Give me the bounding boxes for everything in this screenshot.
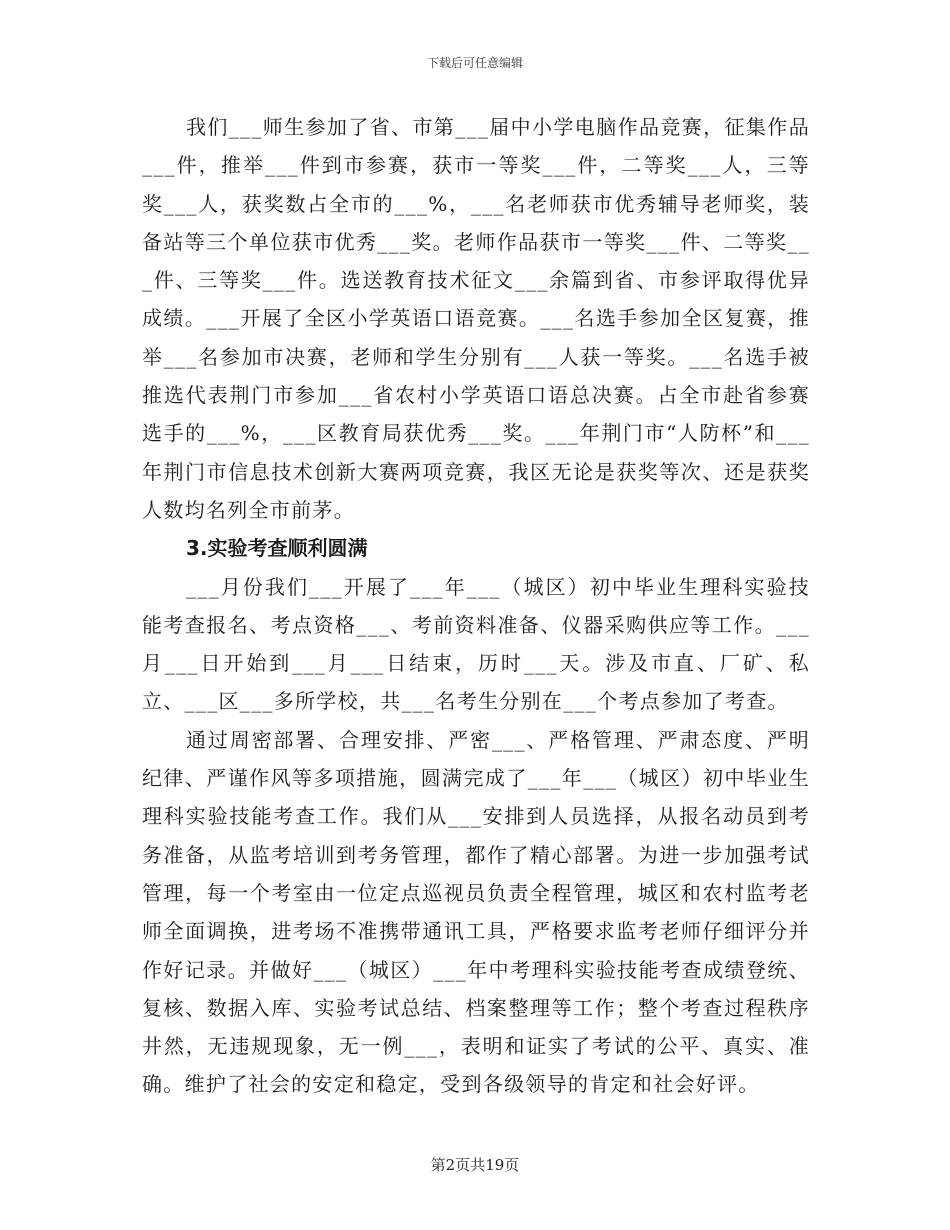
- paragraph-competition-results: 我们___师生参加了省、市第___届中小学电脑作品竞赛，征集作品___件，推举___件到市参赛，获市一等奖___件，二等奖___人，三等奖___人，获奖数占全市的___%，___名老师获市优秀辅导老师奖，装备站等三个单位获市优秀___奖。老师作品获市一等奖___件、二等奖___件、三等奖___件。选送教育技术征文___余篇到省、市参评取得优异成绩。___开展了全区小学英语口语竞赛。___名选手参加全区复赛，推举___名参加市决赛，老师和学生分别有___人获一等奖。___名选手被推选代表荆门市参加___省农村小学英语口语总决赛。占全市赴省参赛选手的___%，___区教育局获优秀___奖。___年荆门市“人防杯”和___年荆门市信息技术创新大赛两项竞赛，我区无论是获奖等次、还是获奖人数均名列全市前茅。: [142, 115, 810, 522]
- section-heading: 3.实验考查顺利圆满: [186, 536, 368, 561]
- page-header: 下载后可任意编辑: [426, 56, 523, 70]
- paragraph-exam-preparation: ___月份我们___开展了___年___（城区）初中毕业生理科实验技能考查报名、考点资格___、考前资料准备、仪器采购供应等工作。___月___日开始到___月___日结束，历时___天。涉及市直、厂矿、私立、___区___多所学校，共___名考生分别在___个考点参加了考查。: [142, 574, 810, 714]
- paragraph-exam-management: 通过周密部署、合理安排、严密___、严格管理、严肃态度、严明纪律、严谨作风等多项措施，圆满完成了___年___（城区）初中毕业生理科实验技能考查工作。我们从___安排到人员选择，从报名动员到考务准备，从监考培训到考务管理，都作了精心部署。为进一步加强考试管理，每一个考室由一位定点巡视员负责全程管理，城区和农村监考老师全面调换，进考场不准携带通讯工具，严格要求监考老师仔细评分并作好记录。并做好___（城区）___年中考理科实验技能考查成绩登统、复核、数据入库、实验考试总结、档案整理等工作；整个考查过程秩序井然，无违规现象，无一例___，表明和证实了考试的公平、真实、准确。维护了社会的安定和稳定，受到各级领导的肯定和社会好评。: [142, 727, 810, 1097]
- page-number: 第2页共19页: [430, 1156, 520, 1174]
- document-body: [142, 108, 810, 1104]
